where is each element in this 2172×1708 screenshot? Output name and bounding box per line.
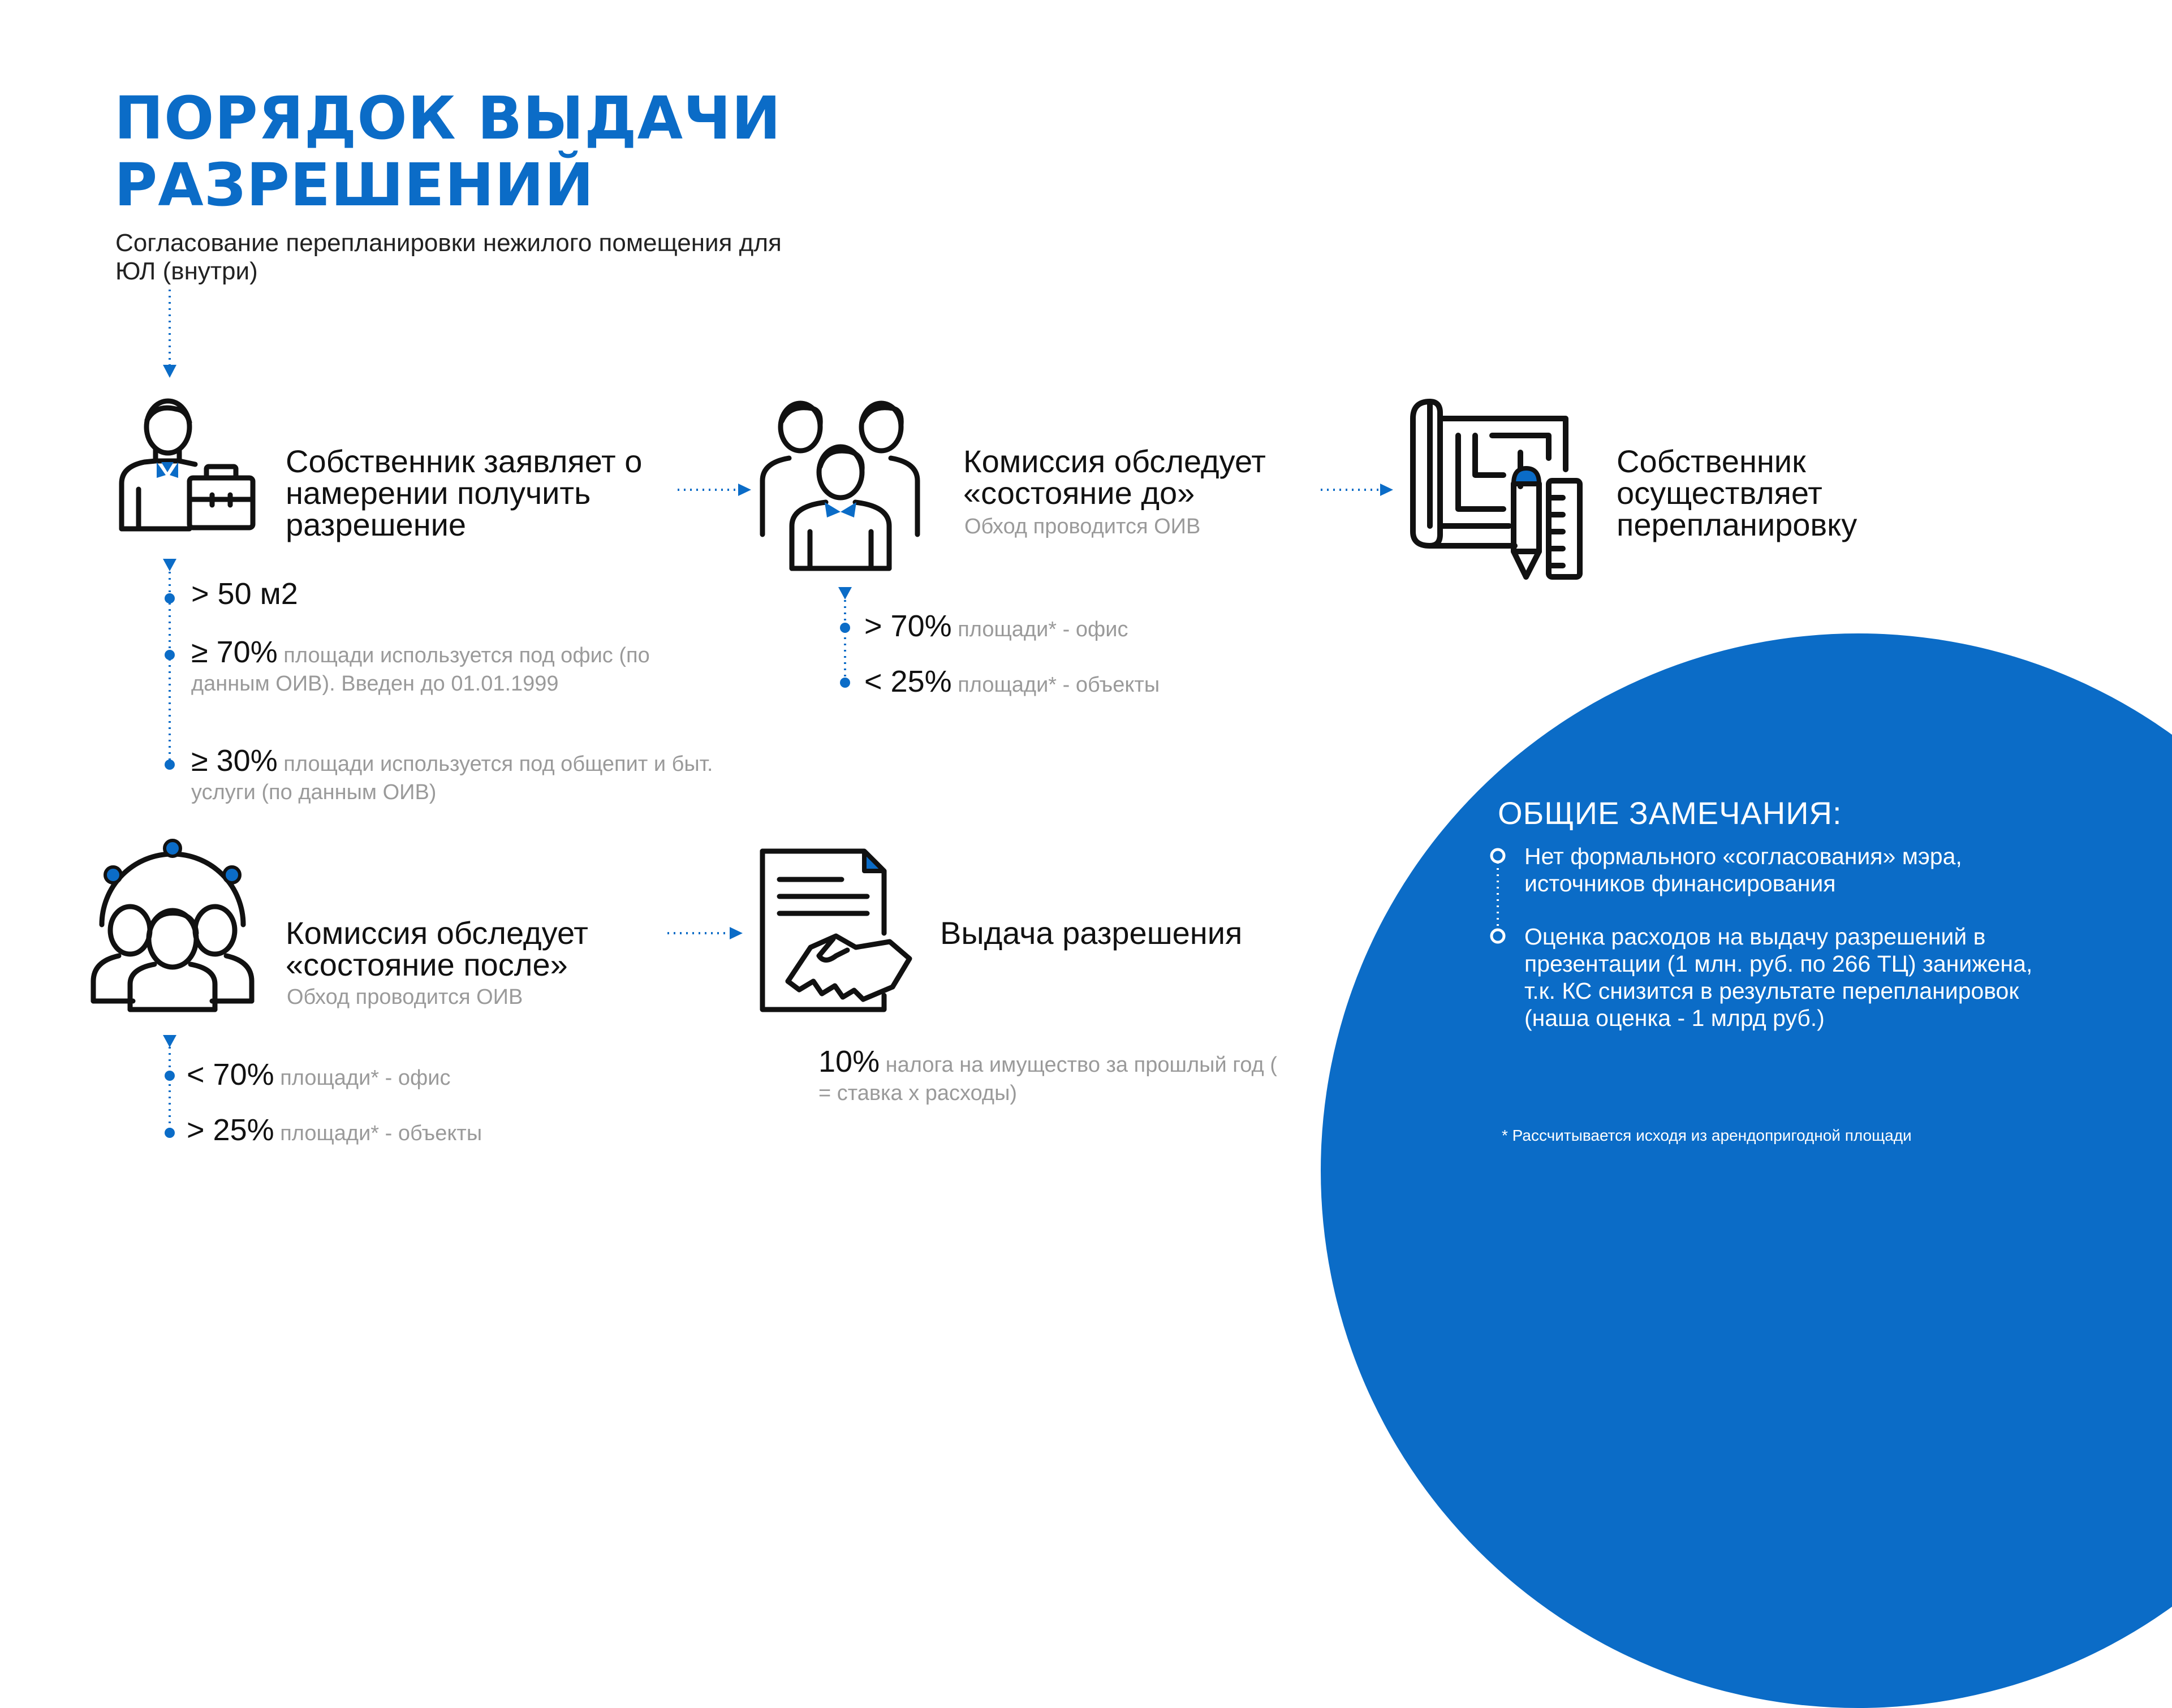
- criteria-text: площади используется под общепит и быт. услуги (по данным ОИВ): [191, 752, 713, 804]
- criteria-value: < 25%: [864, 665, 952, 698]
- criteria-owner-2: [191, 635, 655, 698]
- criteria-after-1: [187, 1060, 696, 1092]
- tax-text: налога на имущество за прошлый год ( = ставка x расходы): [818, 1053, 1277, 1105]
- general-note-2: Оценка расходов на выдачу разрешений в презентации (1 млн. руб. по 266 ТЦ) занижена, т.к. КС снизится в результате перепланировок (наша оценка - 1 млрд руб.): [1524, 924, 2033, 1031]
- criteria-value: > 25%: [187, 1113, 274, 1147]
- general-notes-bullets: [1488, 846, 1510, 947]
- step-owner-replans: Собственник осуществляет перепланировку: [1617, 443, 1858, 542]
- criteria-value: > 50 м2: [191, 577, 298, 611]
- footnote: * Рассчитывается исходя из арендопригодной площади: [1502, 1127, 1912, 1144]
- criteria-owner-1: [191, 577, 700, 611]
- criteria-value: ≥ 30%: [191, 744, 278, 778]
- tax-value: 10%: [818, 1045, 880, 1079]
- criteria-text: площади* - офис: [280, 1066, 451, 1090]
- businessman-briefcase-icon: [116, 393, 257, 534]
- step-commission-after-note: Обход проводится ОИВ: [287, 985, 523, 1009]
- criteria-before-1: [864, 609, 1373, 644]
- step-commission-after: Комиссия обследует «состояние после»: [286, 915, 588, 982]
- criteria-owner-3: [191, 744, 734, 806]
- criteria-before-2: [864, 667, 1373, 699]
- criteria-value: < 70%: [187, 1058, 274, 1092]
- tax-info: [818, 1047, 1282, 1107]
- blueprint-pencil-ruler-icon: [1407, 396, 1594, 583]
- page-title: ПОРЯДОК ВЫДАЧИ РАЗРЕШЕНИЙ: [114, 84, 782, 219]
- step-permit-issue: Выдача разрешения: [940, 915, 1243, 951]
- group-of-people-icon: [758, 396, 922, 571]
- step-commission-before: Комиссия обследует «состояние до»: [963, 443, 1266, 511]
- team-network-icon: [88, 840, 257, 1010]
- criteria-text: площади* - объекты: [958, 673, 1160, 697]
- step-owner-declares: Собственник заявляет о намерении получить разрешение: [286, 443, 643, 542]
- criteria-text: площади* - офис: [958, 618, 1128, 641]
- step-commission-before-note: Обход проводится ОИВ: [964, 515, 1201, 538]
- criteria-value: > 70%: [864, 609, 952, 643]
- criteria-text: площади используется под офис (по данным ОИВ). Введен до 01.01.1999: [191, 644, 650, 696]
- general-note-1: Нет формального «согласования» мэра, источников финансирования: [1524, 843, 1962, 896]
- criteria-after-2: [187, 1113, 696, 1148]
- page-subtitle: Согласование перепланировки нежилого помещения для ЮЛ (внутри): [115, 229, 782, 285]
- criteria-text: площади* - объекты: [280, 1122, 482, 1145]
- criteria-value: ≥ 70%: [191, 635, 278, 669]
- document-handshake-icon: [757, 846, 915, 1015]
- general-notes-title: ОБЩИЕ ЗАМЕЧАНИЯ:: [1498, 795, 1842, 831]
